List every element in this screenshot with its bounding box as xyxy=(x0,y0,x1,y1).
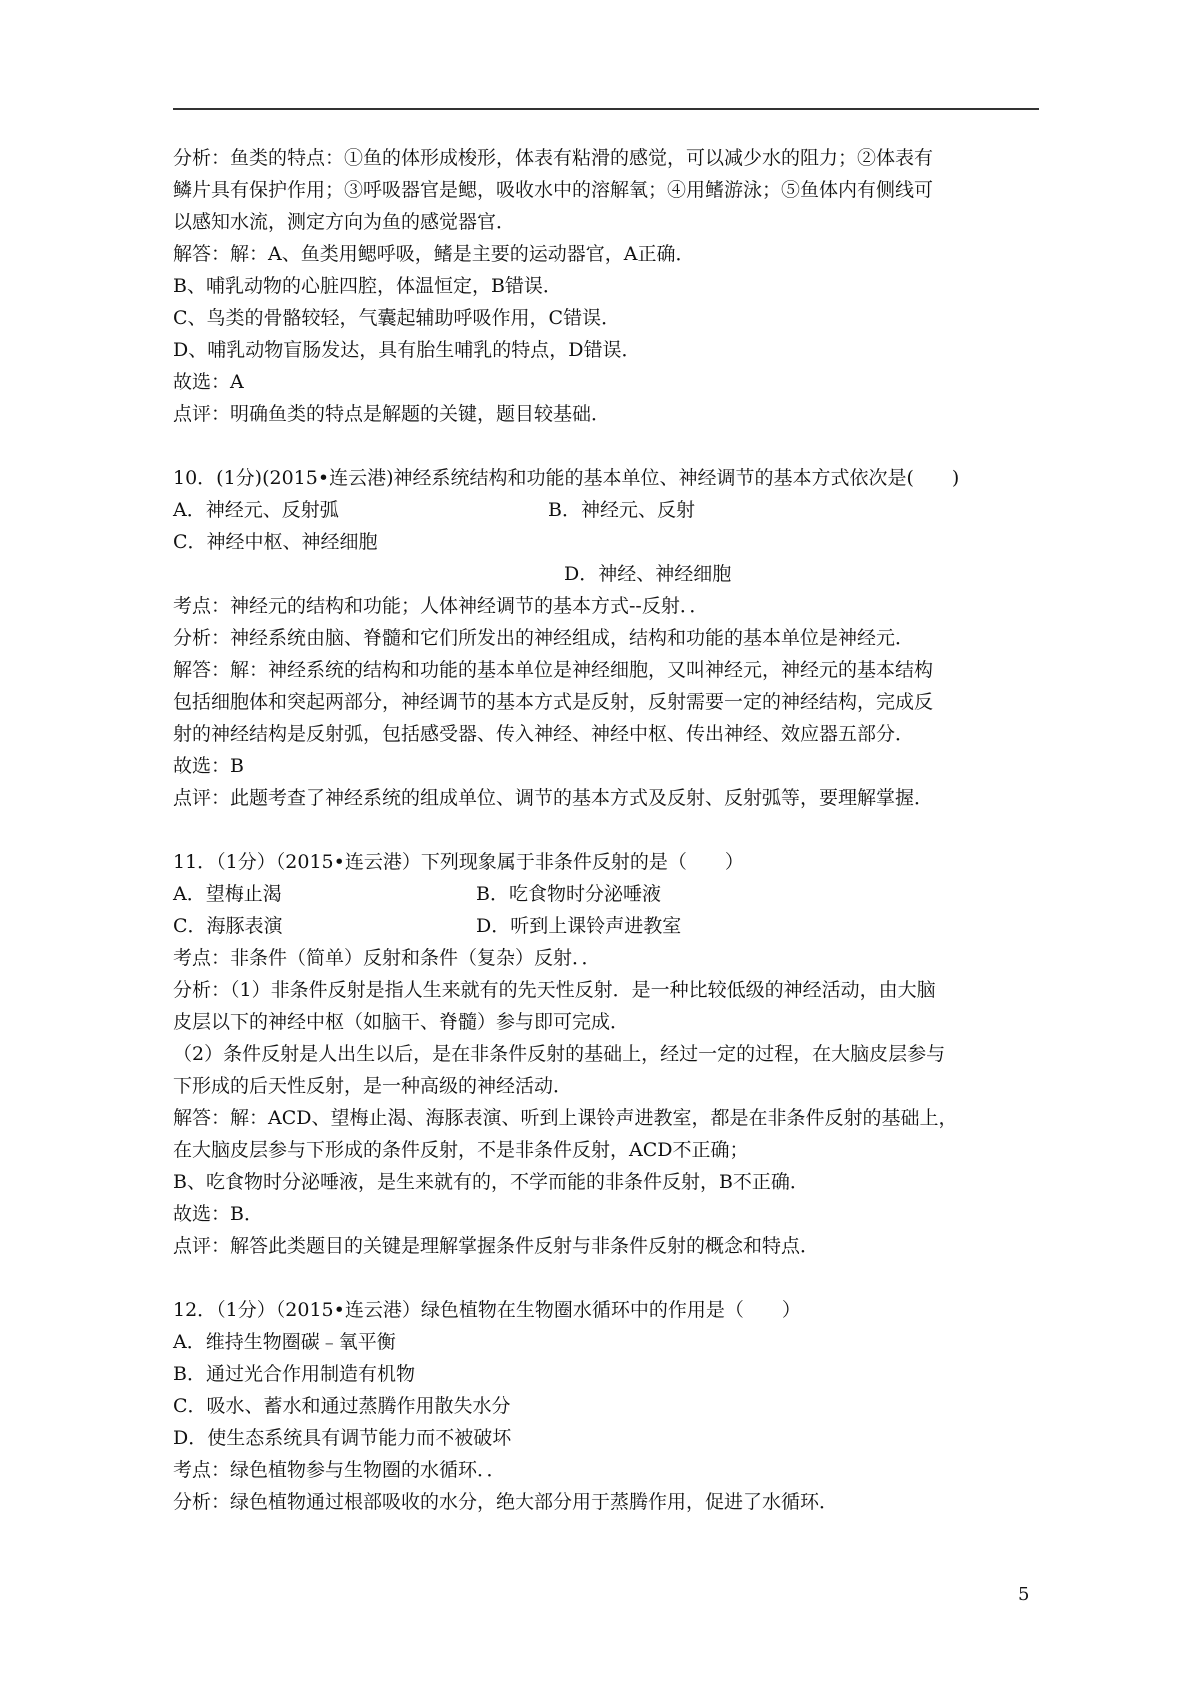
q10-option-c: C．神经中枢、神经细胞 xyxy=(173,531,378,553)
q10-choice: 故选：B xyxy=(173,755,244,777)
q12-option-a: A．维持生物圈碳﹣氧平衡 xyxy=(173,1331,396,1353)
q10-comment: 点评：此题考查了神经系统的组成单位、调节的基本方式及反射、反射弧等，要理解掌握． xyxy=(173,787,934,809)
q12-analysis: 分析：绿色植物通过根部吸收的水分，绝大部分用于蒸腾作用，促进了水循环． xyxy=(173,1491,839,1513)
q10-answer-line-1: 解答：解：神经系统的结构和功能的基本单位是神经细胞，又叫神经元，神经元的基本结构 xyxy=(173,659,934,681)
page-number: 5 xyxy=(1018,1584,1030,1605)
q9-answer-line-2: B、哺乳动物的心脏四腔，体温恒定，B错误． xyxy=(173,275,562,297)
q12-option-d: D．使生态系统具有调节能力而不被破坏 xyxy=(173,1427,512,1449)
q12-stem: 12．（1分）（2015•连云港）绿色植物在生物圈水循环中的作用是（ ） xyxy=(173,1299,801,1321)
q11-analysis-line-1: 分析：（1）非条件反射是指人生来就有的先天性反射．是一种比较低级的神经活动，由大脑 xyxy=(173,979,936,1001)
q11-analysis-line-2: 皮层以下的神经中枢（如脑干、脊髓）参与即可完成． xyxy=(173,1011,630,1033)
q10-options-row-1 xyxy=(173,494,1039,526)
q12-point: 考点：绿色植物参与生物圈的水循环．． xyxy=(173,1459,506,1481)
q11-options-row-1 xyxy=(173,878,1039,910)
q11-point: 考点：非条件（简单）反射和条件（复杂）反射．． xyxy=(173,947,601,969)
q11-option-d: D．听到上课铃声进教室 xyxy=(476,915,682,937)
q11-comment: 点评：解答此类题目的关键是理解掌握条件反射与非条件反射的概念和特点． xyxy=(173,1235,820,1257)
q9-analysis-line-2: 鳞片具有保护作用；③呼吸器官是鳃，吸收水中的溶解氧；④用鳍游泳；⑤鱼体内有侧线可 xyxy=(173,179,934,201)
q9-comment: 点评：明确鱼类的特点是解题的关键，题目较基础． xyxy=(173,403,611,425)
q10-answer-line-3: 射的神经结构是反射弧，包括感受器、传入神经、神经中枢、传出神经、效应器五部分． xyxy=(173,723,915,745)
q11-analysis-line-4: 下形成的后天性反射，是一种高级的神经活动． xyxy=(173,1075,573,1097)
q9-analysis-line-1: 分析：鱼类的特点：①鱼的体形成梭形，体表有粘滑的感觉，可以减少水的阻力；②体表有 xyxy=(173,147,934,169)
q11-option-c: C．海豚表演 xyxy=(173,915,283,937)
q10-analysis: 分析：神经系统由脑、脊髓和它们所发出的神经组成，结构和功能的基本单位是神经元． xyxy=(173,627,915,649)
spacer xyxy=(173,1262,1039,1294)
q10-answer-line-2: 包括细胞体和突起两部分，神经调节的基本方式是反射，反射需要一定的神经结构，完成反 xyxy=(173,691,934,713)
q9-answer-line-3: C、鸟类的骨骼较轻，气囊起辅助呼吸作用，C错误． xyxy=(173,307,621,329)
q11-answer-line-1: 解答：解：ACD、望梅止渴、海豚表演、听到上课铃声进教室，都是在非条件反射的基础上， xyxy=(173,1107,958,1129)
q11-answer-line-3: B、吃食物时分泌唾液，是生来就有的，不学而能的非条件反射，B不正确． xyxy=(173,1171,809,1193)
q10-point: 考点：神经元的结构和功能；人体神经调节的基本方式--反射．． xyxy=(173,595,709,617)
spacer xyxy=(173,430,1039,462)
q11-option-a: A．望梅止渴 xyxy=(173,883,282,905)
q11-choice: 故选：B． xyxy=(173,1203,263,1225)
q12-option-c: C．吸水、蓄水和通过蒸腾作用散失水分 xyxy=(173,1395,511,1417)
q9-answer-line-1: 解答：解：A、鱼类用鳃呼吸，鳍是主要的运动器官，A正确． xyxy=(173,243,695,265)
q11-options-row-2 xyxy=(173,910,1039,942)
q10-option-d: D．神经、神经细胞 xyxy=(564,563,732,585)
q11-stem: 11．（1分）（2015•连云港）下列现象属于非条件反射的是（ ） xyxy=(173,851,744,873)
page-content xyxy=(173,142,1039,1518)
spacer xyxy=(173,814,1039,846)
q11-option-b: B．吃食物时分泌唾液 xyxy=(476,883,661,905)
q10-option-a: A．神经元、反射弧 xyxy=(173,499,339,521)
q11-analysis-line-3: （2）条件反射是人出生以后，是在非条件反射的基础上，经过一定的过程，在大脑皮层参与 xyxy=(173,1043,946,1065)
q12-option-b: B．通过光合作用制造有机物 xyxy=(173,1363,415,1385)
q10-option-b: B．神经元、反射 xyxy=(548,499,695,521)
q9-analysis-line-3: 以感知水流，测定方向为鱼的感觉器官． xyxy=(173,211,516,233)
q11-answer-line-2: 在大脑皮层参与下形成的条件反射，不是非条件反射，ACD不正确； xyxy=(173,1139,749,1161)
header-rule xyxy=(173,108,1039,110)
q9-choice: 故选：A xyxy=(173,371,244,393)
q9-answer-line-4: D、哺乳动物盲肠发达，具有胎生哺乳的特点，D错误． xyxy=(173,339,641,361)
q10-stem: 10．(1分)(2015•连云港)神经系统结构和功能的基本单位、神经调节的基本方式依次是( ) xyxy=(173,467,960,489)
